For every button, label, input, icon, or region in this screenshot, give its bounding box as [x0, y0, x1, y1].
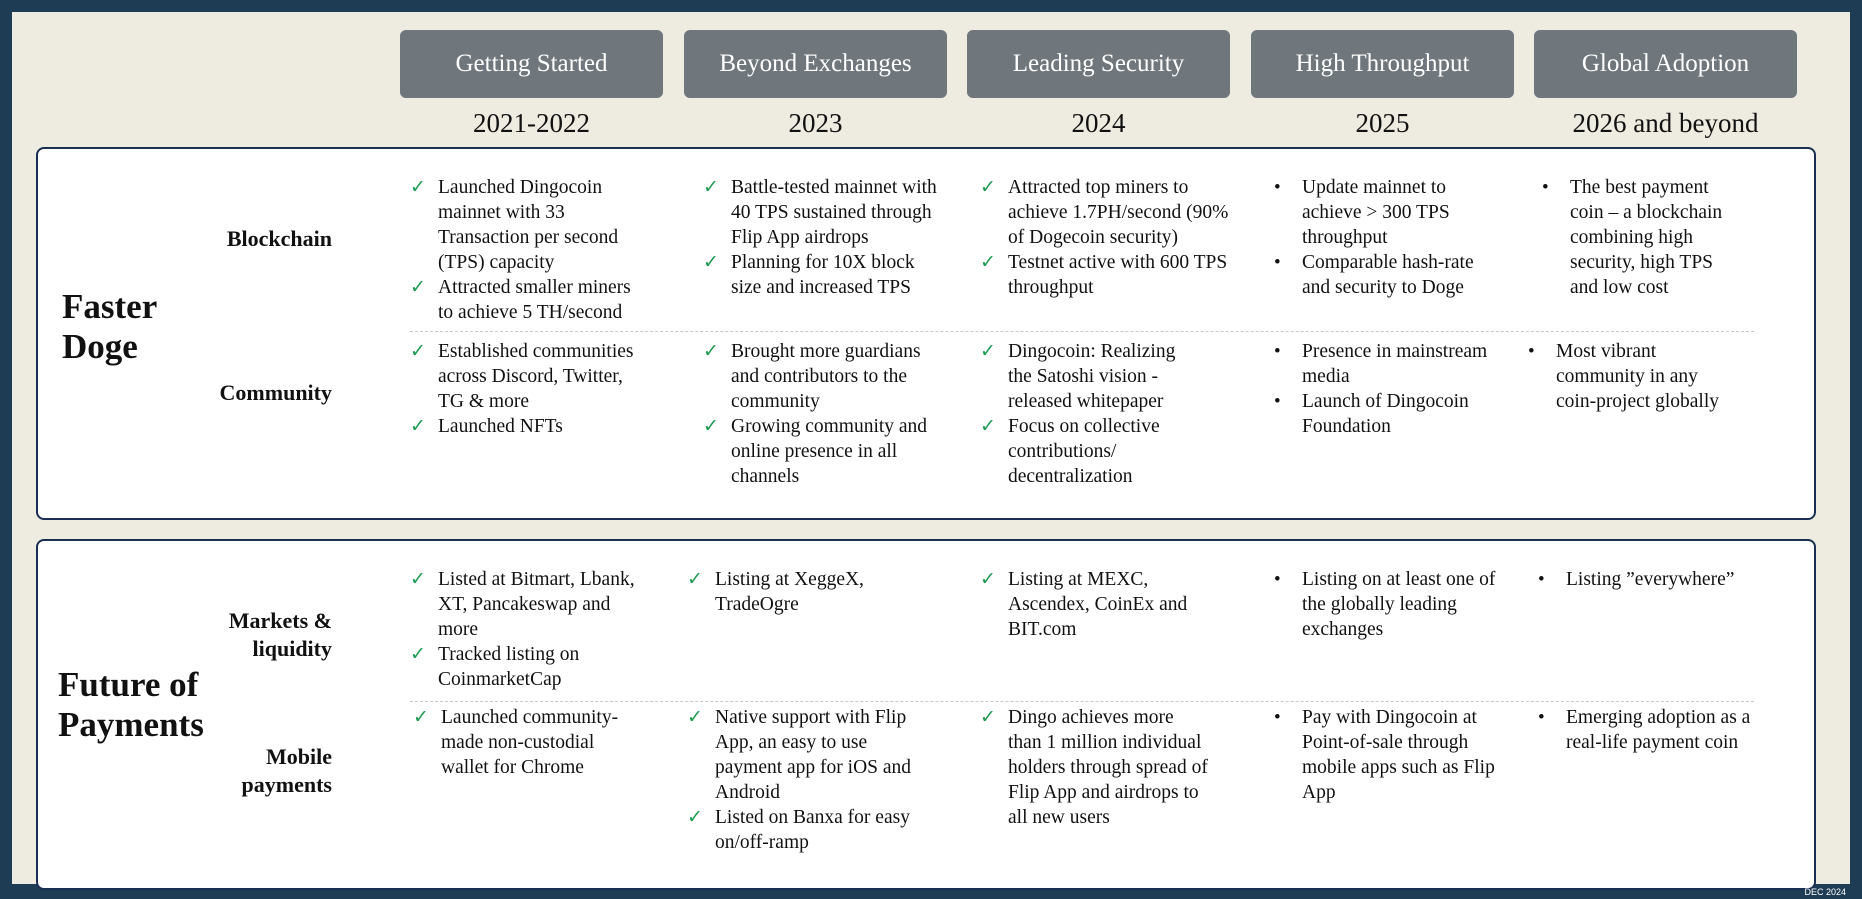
row-label-line: liquidity — [252, 636, 332, 661]
check-icon: ✓ — [980, 706, 996, 728]
list-item — [980, 339, 1185, 414]
row-label-line: Markets & — [228, 608, 332, 633]
check-icon: ✓ — [413, 706, 429, 728]
check-icon: ✓ — [980, 415, 996, 437]
stage-year: 2026 and beyond — [1572, 108, 1759, 138]
row-label-line: Blockchain — [226, 226, 332, 251]
row-label-line: Community — [219, 380, 332, 405]
list-item — [980, 414, 1185, 489]
cell-community-2026 — [1528, 339, 1738, 414]
check-icon: ✓ — [703, 176, 719, 198]
check-icon: ✓ — [687, 706, 703, 728]
item-text: Testnet active with 600 TPS throughput — [1008, 252, 1228, 298]
stage-year: 2021-2022 — [473, 108, 590, 138]
check-icon: ✓ — [980, 176, 996, 198]
item-text: Launched community-made non-custodial wallet for Chrome — [441, 707, 619, 778]
check-icon: ✓ — [980, 251, 996, 273]
stage-year: 2025 — [1355, 108, 1410, 138]
item-text: Launched NFTs — [438, 416, 563, 437]
cell-blockchain-2026 — [1542, 175, 1742, 300]
section-title-line: Payments — [58, 705, 204, 744]
bullet-icon: • — [1542, 177, 1549, 198]
stage-tab-getting-started: Getting Started — [400, 30, 663, 98]
row-divider — [410, 701, 1754, 702]
bullet-icon: • — [1538, 569, 1545, 590]
roadmap-slide — [12, 12, 1850, 884]
list-item — [1274, 175, 1489, 250]
check-icon: ✓ — [687, 806, 703, 828]
list-item — [1528, 339, 1738, 414]
bullet-icon: • — [1274, 569, 1281, 590]
cell-blockchain-2023 — [703, 175, 938, 300]
stage-tab-beyond-exchanges: Beyond Exchanges — [684, 30, 947, 98]
list-item — [980, 567, 1195, 642]
check-icon: ✓ — [703, 415, 719, 437]
cell-markets-2026 — [1538, 567, 1758, 592]
row-label-blockchain — [182, 225, 332, 253]
item-text: Battle-tested mainnet with 40 TPS sustained through Flip App airdrops — [731, 177, 937, 248]
cell-markets-2024 — [980, 567, 1195, 642]
list-item — [703, 339, 938, 414]
item-text: Comparable hash-rate and security to Doge — [1302, 252, 1474, 298]
cell-markets-2021 — [410, 567, 650, 692]
cell-blockchain-2024 — [980, 175, 1242, 300]
stage-year: 2023 — [788, 108, 843, 138]
item-text: Pay with Dingocoin at Point-of-sale through mobile apps such as Flip App — [1302, 707, 1495, 803]
cell-community-2024 — [980, 339, 1185, 489]
list-item — [687, 567, 887, 617]
bullet-icon: • — [1538, 707, 1545, 728]
cell-blockchain-2025 — [1274, 175, 1489, 300]
item-text: Launched Dingocoin mainnet with 33 Transaction per second (TPS) capacity — [438, 177, 619, 273]
list-item — [980, 175, 1242, 250]
item-text: Update mainnet to achieve > 300 TPS throughput — [1302, 177, 1450, 248]
faster-doge-panel — [36, 147, 1816, 520]
item-text: The best payment coin – a blockchain combining high security, high TPS and low cost — [1570, 177, 1723, 298]
bullet-icon: • — [1528, 341, 1535, 362]
row-label-line: Mobile — [266, 744, 332, 769]
list-item — [687, 705, 927, 805]
item-text: Listed at Bitmart, Lbank, XT, Pancakeswap and more — [438, 569, 635, 640]
stage-tab-high-throughput: High Throughput — [1251, 30, 1514, 98]
item-text: Listing on at least one of the globally leading exchanges — [1302, 569, 1496, 640]
item-text: Planning for 10X block size and increased TPS — [731, 252, 915, 298]
row-label-line: payments — [241, 772, 332, 797]
check-icon: ✓ — [410, 568, 426, 590]
check-icon: ✓ — [410, 276, 426, 298]
list-item — [1274, 250, 1489, 300]
check-icon: ✓ — [410, 176, 426, 198]
check-icon: ✓ — [980, 568, 996, 590]
section-title-line: Doge — [62, 327, 138, 366]
item-text: Most vibrant community in any coin-project globally — [1556, 341, 1719, 412]
item-text: Focus on collective contributions/ decentralization — [1008, 416, 1160, 487]
item-text: Established communities across Discord, Twitter, TG & more — [438, 341, 634, 412]
row-label-mobile-payments — [182, 743, 332, 799]
item-text: Listed on Banxa for easy on/off-ramp — [715, 807, 910, 853]
cell-markets-2023 — [687, 567, 887, 617]
section-title-line: Faster — [62, 287, 158, 326]
bullet-icon: • — [1274, 707, 1281, 728]
list-item — [687, 805, 927, 855]
list-item — [410, 642, 650, 692]
item-text: Launch of Dingocoin Foundation — [1302, 391, 1469, 437]
item-text: Listing at XeggeX, TradeOgre — [715, 569, 864, 615]
cell-mobile-2024 — [980, 705, 1210, 830]
stage-tab-leading-security: Leading Security — [967, 30, 1230, 98]
cell-mobile-2021 — [413, 705, 633, 780]
row-label-markets-liquidity — [182, 607, 332, 663]
item-text: Dingocoin: Realizing the Satoshi vision - released whitepaper — [1008, 341, 1176, 412]
check-icon: ✓ — [410, 340, 426, 362]
list-item — [703, 250, 938, 300]
check-icon: ✓ — [410, 643, 426, 665]
item-text: Tracked listing on CoinmarketCap — [438, 644, 580, 690]
footer-date: DEC 2024 — [1804, 887, 1846, 897]
cell-blockchain-2021 — [410, 175, 640, 325]
list-item — [410, 567, 650, 642]
bullet-icon: • — [1274, 177, 1281, 198]
check-icon: ✓ — [410, 415, 426, 437]
cell-mobile-2023 — [687, 705, 927, 855]
check-icon: ✓ — [687, 568, 703, 590]
list-item — [1542, 175, 1742, 300]
cell-community-2023 — [703, 339, 938, 489]
row-divider — [410, 331, 1754, 332]
list-item — [1274, 339, 1489, 389]
list-item — [410, 339, 650, 414]
list-item — [1274, 705, 1499, 805]
check-icon: ✓ — [703, 340, 719, 362]
stage-year: 2024 — [1071, 108, 1126, 138]
item-text: Attracted smaller miners to achieve 5 TH/second — [438, 277, 631, 323]
item-text: Native support with Flip App, an easy to use payment app for iOS and Android — [715, 707, 912, 803]
bullet-icon: • — [1274, 391, 1281, 412]
cell-community-2025 — [1274, 339, 1489, 439]
cell-mobile-2026 — [1538, 705, 1763, 755]
future-of-payments-panel — [36, 539, 1816, 890]
list-item — [413, 705, 633, 780]
bullet-icon: • — [1274, 341, 1281, 362]
stage-tab-global-adoption: Global Adoption — [1534, 30, 1797, 98]
list-item — [410, 275, 640, 325]
item-text: Listing ”everywhere” — [1566, 569, 1735, 590]
item-text: Growing community and online presence in all channels — [731, 416, 928, 487]
list-item — [1538, 705, 1763, 755]
list-item — [1274, 567, 1504, 642]
section-title — [62, 287, 157, 367]
item-text: Presence in mainstream media — [1302, 341, 1488, 387]
cell-community-2021 — [410, 339, 650, 439]
list-item — [703, 414, 938, 489]
cell-markets-2025 — [1274, 567, 1504, 642]
cell-mobile-2025 — [1274, 705, 1499, 805]
row-label-community — [182, 379, 332, 407]
list-item — [1274, 389, 1489, 439]
check-icon: ✓ — [980, 340, 996, 362]
section-title — [58, 665, 204, 745]
item-text: Listing at MEXC, Ascendex, CoinEx and BIT.com — [1008, 569, 1188, 640]
bullet-icon: • — [1274, 252, 1281, 273]
section-title-line: Future of — [58, 665, 199, 704]
list-item — [980, 705, 1210, 830]
item-text: Brought more guardians and contributors to the community — [731, 341, 921, 412]
list-item — [980, 250, 1242, 300]
check-icon: ✓ — [703, 251, 719, 273]
list-item — [703, 175, 938, 250]
list-item — [410, 175, 640, 275]
list-item — [410, 414, 650, 439]
item-text: Emerging adoption as a real-life payment coin — [1566, 707, 1751, 753]
item-text: Attracted top miners to achieve 1.7PH/second (90% of Dogecoin security) — [1008, 177, 1229, 248]
list-item — [1538, 567, 1758, 592]
item-text: Dingo achieves more than 1 million individual holders through spread of Flip App and airdrops to all new users — [1008, 707, 1208, 828]
